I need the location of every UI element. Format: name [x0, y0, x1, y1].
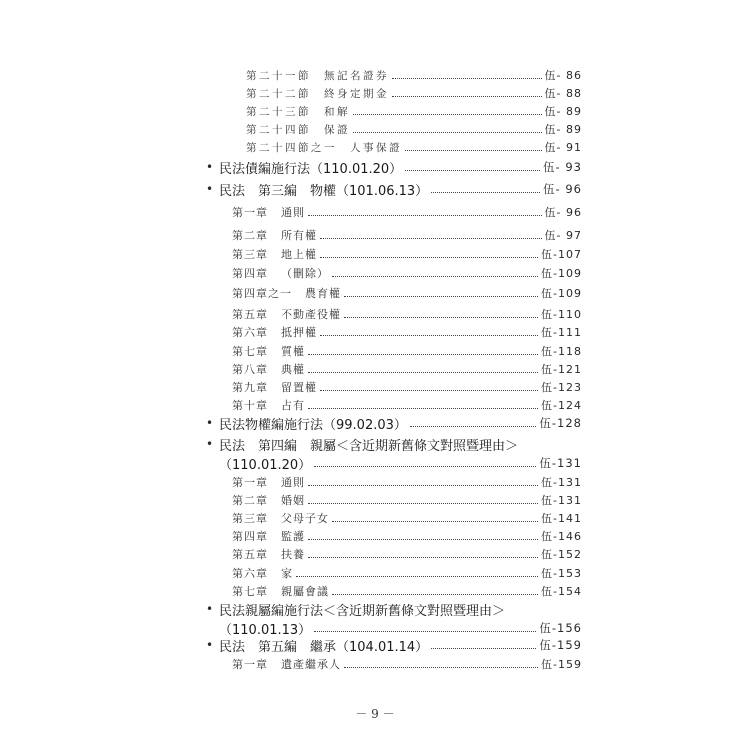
toc-entry-title: 抵押權	[281, 326, 317, 339]
toc-entry-title: 民法親屬編施行法＜含近期新舊條文對照暨理由＞	[219, 603, 506, 619]
toc-entry-title: 民法 第四編 親屬＜含近期新舊條文對照暨理由＞	[219, 438, 519, 454]
toc-entry-title: 所有權	[281, 229, 317, 242]
toc-page-number: 伍- 96	[544, 206, 582, 219]
toc-page-number: 伍-128	[539, 416, 582, 430]
toc-entry	[246, 101, 582, 121]
toc-entry	[232, 225, 582, 245]
toc-entry-title: 質權	[281, 345, 305, 358]
bullet-icon: •	[206, 416, 214, 430]
toc-entry	[232, 322, 582, 342]
dot-leader	[332, 521, 538, 522]
dot-leader	[308, 372, 538, 373]
toc-page-number: 伍- 96	[543, 182, 582, 196]
dot-leader	[353, 114, 542, 115]
toc-entry-title: 家	[281, 567, 293, 580]
toc-entry	[232, 508, 582, 528]
toc-entry-title: （刪除）	[281, 267, 329, 280]
toc-entry-label: 第一章	[232, 658, 268, 671]
toc-entry-label: 第七章	[232, 585, 268, 598]
toc-page-number: 伍- 88	[544, 87, 582, 100]
toc-entry	[232, 304, 582, 324]
toc-entry-title: 民法 第三編 物權（101.06.13）	[219, 183, 429, 199]
toc-entry-label: 第二章	[232, 494, 268, 507]
toc-page-number: 伍-141	[541, 512, 582, 525]
toc-entry	[232, 654, 582, 674]
toc-page-number: 伍- 97	[544, 229, 582, 242]
toc-page-number: 伍-156	[539, 621, 582, 635]
toc-entry-label: 第六章	[232, 326, 268, 339]
dot-leader	[344, 667, 538, 668]
toc-page-number: 伍-121	[541, 363, 582, 376]
toc-entry-title: 終身定期金	[324, 87, 389, 100]
toc-page-number: 伍-153	[541, 567, 582, 580]
dot-leader	[308, 485, 538, 486]
dot-leader	[308, 557, 538, 558]
toc-entry	[232, 395, 582, 415]
toc-entry-label: 第一章	[232, 206, 268, 219]
toc-page-number: 伍-111	[541, 326, 582, 339]
bullet-icon: •	[206, 182, 214, 196]
toc-entry-label: 第三章	[232, 512, 268, 525]
toc-entry	[232, 526, 582, 546]
toc-entry-title: 人事保證	[350, 141, 402, 154]
toc-entry-title: 婚姻	[281, 494, 305, 507]
dot-leader	[308, 215, 542, 216]
bullet-icon: •	[206, 160, 214, 174]
toc-entry-label: 第二章	[232, 229, 268, 242]
toc-page-number: 伍-159	[539, 638, 582, 652]
toc-entry-label: 第四章之一	[232, 287, 292, 300]
toc-entry-title: 遺產繼承人	[281, 658, 341, 671]
toc-entry	[246, 65, 582, 85]
toc-entry-title: 民法 第五編 繼承（104.01.14）	[219, 639, 429, 655]
toc-entry	[232, 263, 582, 283]
dot-leader	[320, 257, 538, 258]
toc-entry-title: 保證	[324, 123, 350, 136]
dot-leader	[410, 426, 536, 427]
toc-page-number: 伍- 93	[543, 160, 582, 174]
toc-entry-title: 農育權	[305, 287, 341, 300]
toc-law-entry	[206, 635, 582, 655]
toc-page-number: 伍-159	[541, 658, 582, 671]
toc-law-entry	[206, 157, 582, 177]
toc-entry-title: 父母子女	[281, 512, 329, 525]
toc-entry-label: 第二十三節	[246, 105, 311, 118]
toc-page-number: 伍-123	[541, 381, 582, 394]
toc-entry	[232, 490, 582, 510]
toc-entry-label: 第三章	[232, 248, 268, 261]
dot-leader	[344, 317, 538, 318]
toc-entry-title: 通則	[281, 206, 305, 219]
toc-law-entry	[206, 413, 582, 433]
toc-entry	[246, 137, 582, 157]
bullet-icon: •	[206, 437, 214, 451]
toc-page-number: 伍-124	[541, 399, 582, 412]
dot-leader	[332, 594, 538, 595]
dot-leader	[296, 576, 538, 577]
toc-entry	[246, 119, 582, 139]
toc-entry-title: 民法物權編施行法（99.02.03）	[219, 417, 407, 433]
toc-entry-title: 占有	[281, 399, 305, 412]
toc-law-entry	[206, 179, 582, 199]
toc-page-number: 伍-146	[541, 530, 582, 543]
toc-entry	[232, 283, 582, 303]
toc-entry-title: （110.01.20）	[219, 457, 312, 473]
toc-entry-label: 第八章	[232, 363, 268, 376]
toc-entry-label: 第十章	[232, 399, 268, 412]
toc-entry-label: 第四章	[232, 530, 268, 543]
toc-entry-label: 第五章	[232, 308, 268, 321]
toc-entry	[246, 83, 582, 103]
dot-leader	[431, 648, 536, 649]
toc-entry-title: 典權	[281, 363, 305, 376]
dot-leader	[405, 150, 542, 151]
toc-entry-label: 第六章	[232, 567, 268, 580]
toc-page-number: 伍-109	[541, 287, 582, 300]
toc-entry	[206, 453, 582, 473]
toc-entry-title: 監護	[281, 530, 305, 543]
toc-page-number: 伍-152	[541, 548, 582, 561]
toc-page-number: 伍- 89	[544, 105, 582, 118]
toc-entry-label: 第七章	[232, 345, 268, 358]
toc-page-number: 伍-107	[541, 248, 582, 261]
toc-entry-title: 地上權	[281, 248, 317, 261]
toc-entry-title: 通則	[281, 476, 305, 489]
toc-page-number: 伍- 91	[544, 141, 582, 154]
toc-page-number: 伍-109	[541, 267, 582, 280]
toc-page-number: 伍-110	[541, 308, 582, 321]
toc-page-number: 伍-118	[541, 345, 582, 358]
dot-leader	[320, 390, 538, 391]
dot-leader	[392, 78, 542, 79]
dot-leader	[344, 296, 538, 297]
toc-entry	[232, 202, 582, 222]
dot-leader	[320, 238, 542, 239]
toc-entry-label: 第二十一節	[246, 69, 311, 82]
toc-entry	[232, 244, 582, 264]
dot-leader	[308, 539, 538, 540]
dot-leader	[308, 354, 538, 355]
dot-leader	[332, 276, 538, 277]
toc-entry-label: 第二十四節之一	[246, 141, 337, 154]
toc-entry-label: 第九章	[232, 381, 268, 394]
dot-leader	[314, 631, 536, 632]
toc-entry-title: （110.01.13）	[219, 622, 312, 638]
page-number: － 9 －	[355, 707, 395, 721]
toc-entry	[232, 544, 582, 564]
toc-page-number: 伍-131	[541, 476, 582, 489]
toc-law-entry	[206, 599, 508, 619]
toc-page-number: 伍- 86	[544, 69, 582, 82]
dot-leader	[392, 96, 542, 97]
dot-leader	[353, 132, 542, 133]
toc-entry	[232, 563, 582, 583]
dot-leader	[405, 170, 540, 171]
toc-entry	[232, 581, 582, 601]
toc-entry-title: 無記名證券	[324, 69, 389, 82]
toc-entry	[232, 472, 582, 492]
dot-leader	[308, 408, 538, 409]
toc-entry-label: 第一章	[232, 476, 268, 489]
toc-entry-label: 第二十二節	[246, 87, 311, 100]
toc-entry-label: 第二十四節	[246, 123, 311, 136]
dot-leader	[431, 192, 540, 193]
toc-entry-label: 第四章	[232, 267, 268, 280]
toc-entry-title: 民法債編施行法（110.01.20）	[219, 161, 403, 177]
toc-entry-label: 第五章	[232, 548, 268, 561]
dot-leader	[314, 466, 536, 467]
toc-entry	[232, 359, 582, 379]
bullet-icon: •	[206, 602, 214, 616]
toc-entry-title: 不動產役權	[281, 308, 341, 321]
toc-entry-title: 親屬會議	[281, 585, 329, 598]
dot-leader	[308, 503, 538, 504]
toc-law-entry	[206, 434, 521, 454]
toc-entry-title: 留置權	[281, 381, 317, 394]
toc-page-number: 伍-154	[541, 585, 582, 598]
toc-page-number: 伍- 89	[544, 123, 582, 136]
toc-page-number: 伍-131	[541, 494, 582, 507]
toc-entry	[232, 341, 582, 361]
toc-entry	[232, 377, 582, 397]
toc-entry-title: 扶養	[281, 548, 305, 561]
bullet-icon: •	[206, 638, 214, 652]
toc-page-number: 伍-131	[539, 456, 582, 470]
dot-leader	[320, 335, 538, 336]
toc-entry-title: 和解	[324, 105, 350, 118]
